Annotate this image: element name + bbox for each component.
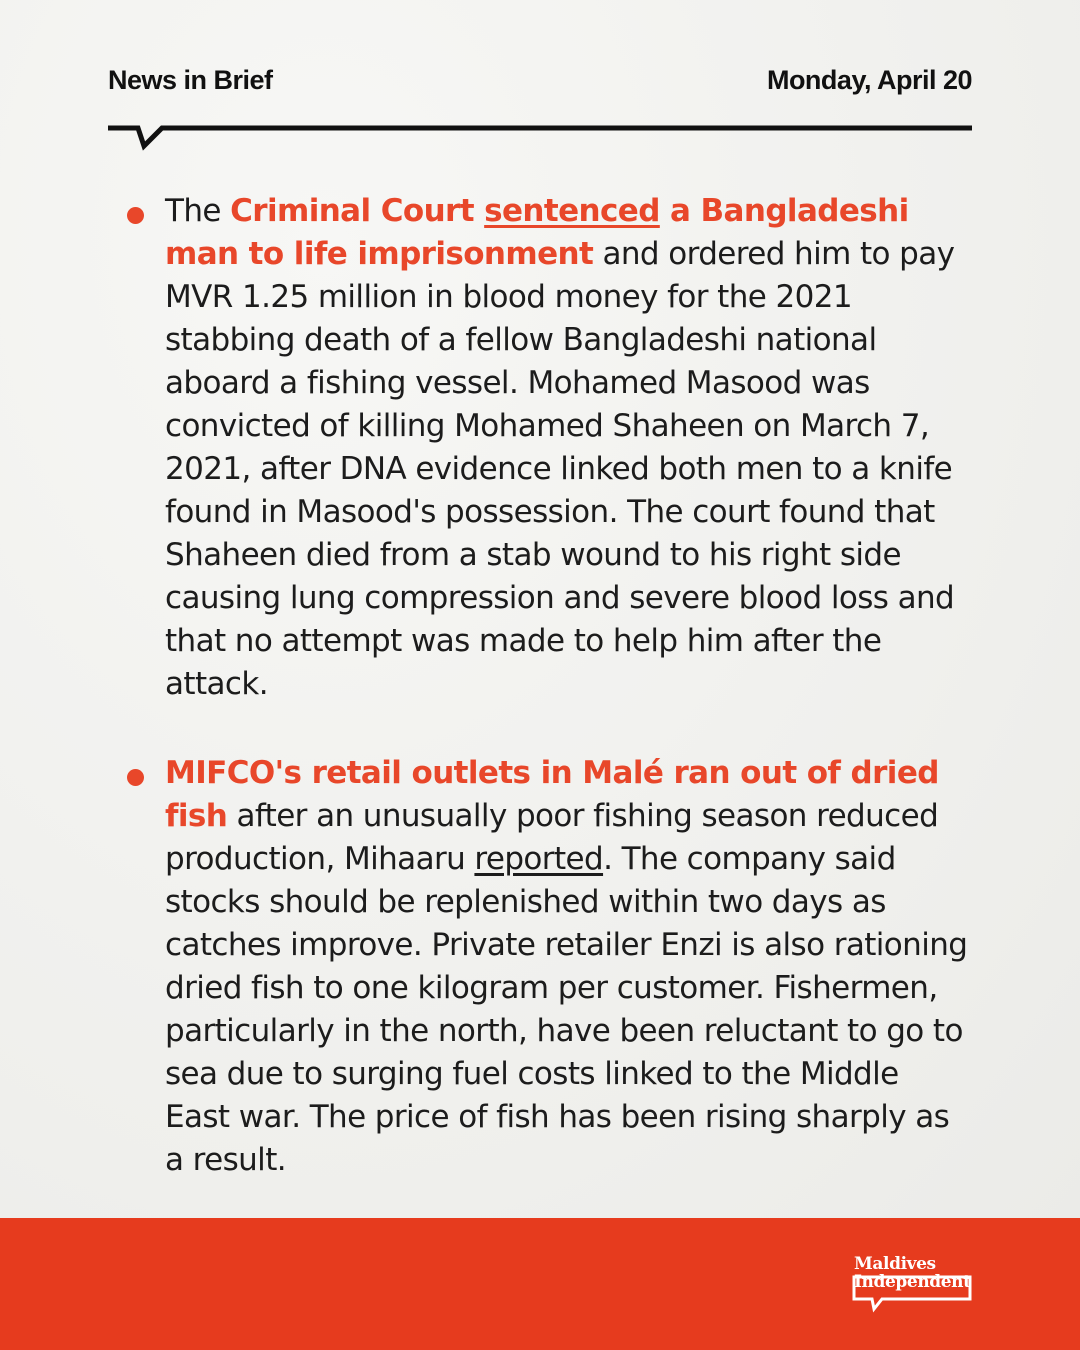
item-pre: The <box>165 193 231 229</box>
news-list <box>127 190 970 1228</box>
bullet-icon <box>127 769 144 786</box>
logo-line1: Maldives <box>854 1254 936 1274</box>
headline-sentence: a Bangladeshi man to life imprisonment <box>165 193 909 272</box>
maldives-independent-logo[interactable] <box>852 1253 974 1315</box>
section-title: News in Brief <box>108 64 273 95</box>
headline-mifco: MIFCO's retail outlets in Malé ran out of dried fish <box>165 755 939 834</box>
reported-link[interactable]: reported <box>474 841 604 877</box>
item-mid: after an unusually poor fishing season reduced production, Mihaaru <box>165 798 939 877</box>
bullet-icon <box>127 207 144 224</box>
news-item-mifco <box>127 752 970 1182</box>
logo-line2: Independent <box>854 1272 971 1292</box>
header <box>108 60 972 100</box>
news-item-text <box>165 752 970 1182</box>
date-label: Monday, April 20 <box>766 64 972 95</box>
item-body: and ordered him to pay MVR 1.25 million in blood money for the 2021 stabbing death of a fellow Bangladeshi national aboard a fishing vessel. Mohamed Masood was convicted of killing Mohamed Shaheen on March 7, 2021, after DNA evidence linked both men to a knife found in Masood's possession. The court found that Shaheen died from a stab wound to his right side causing lung compression and severe blood loss and that no attempt was made to help him after the attack. <box>165 236 955 702</box>
sentenced-link[interactable]: sentenced <box>484 193 660 229</box>
news-item-text <box>165 190 970 706</box>
speech-bubble-rule <box>108 122 972 152</box>
news-item-criminal-court <box>127 190 970 706</box>
headline-court: Criminal Court <box>230 193 485 229</box>
item-body: . The company said stocks should be replenished within two days as catches improve. Private retailer Enzi is also rationing dried fish to one kilogram per customer. Fishermen, particularly in the north, have been reluctant to go to sea due to surging fuel costs linked to the Middle East war. The price of fish has been rising sharply as a result. <box>165 841 968 1178</box>
